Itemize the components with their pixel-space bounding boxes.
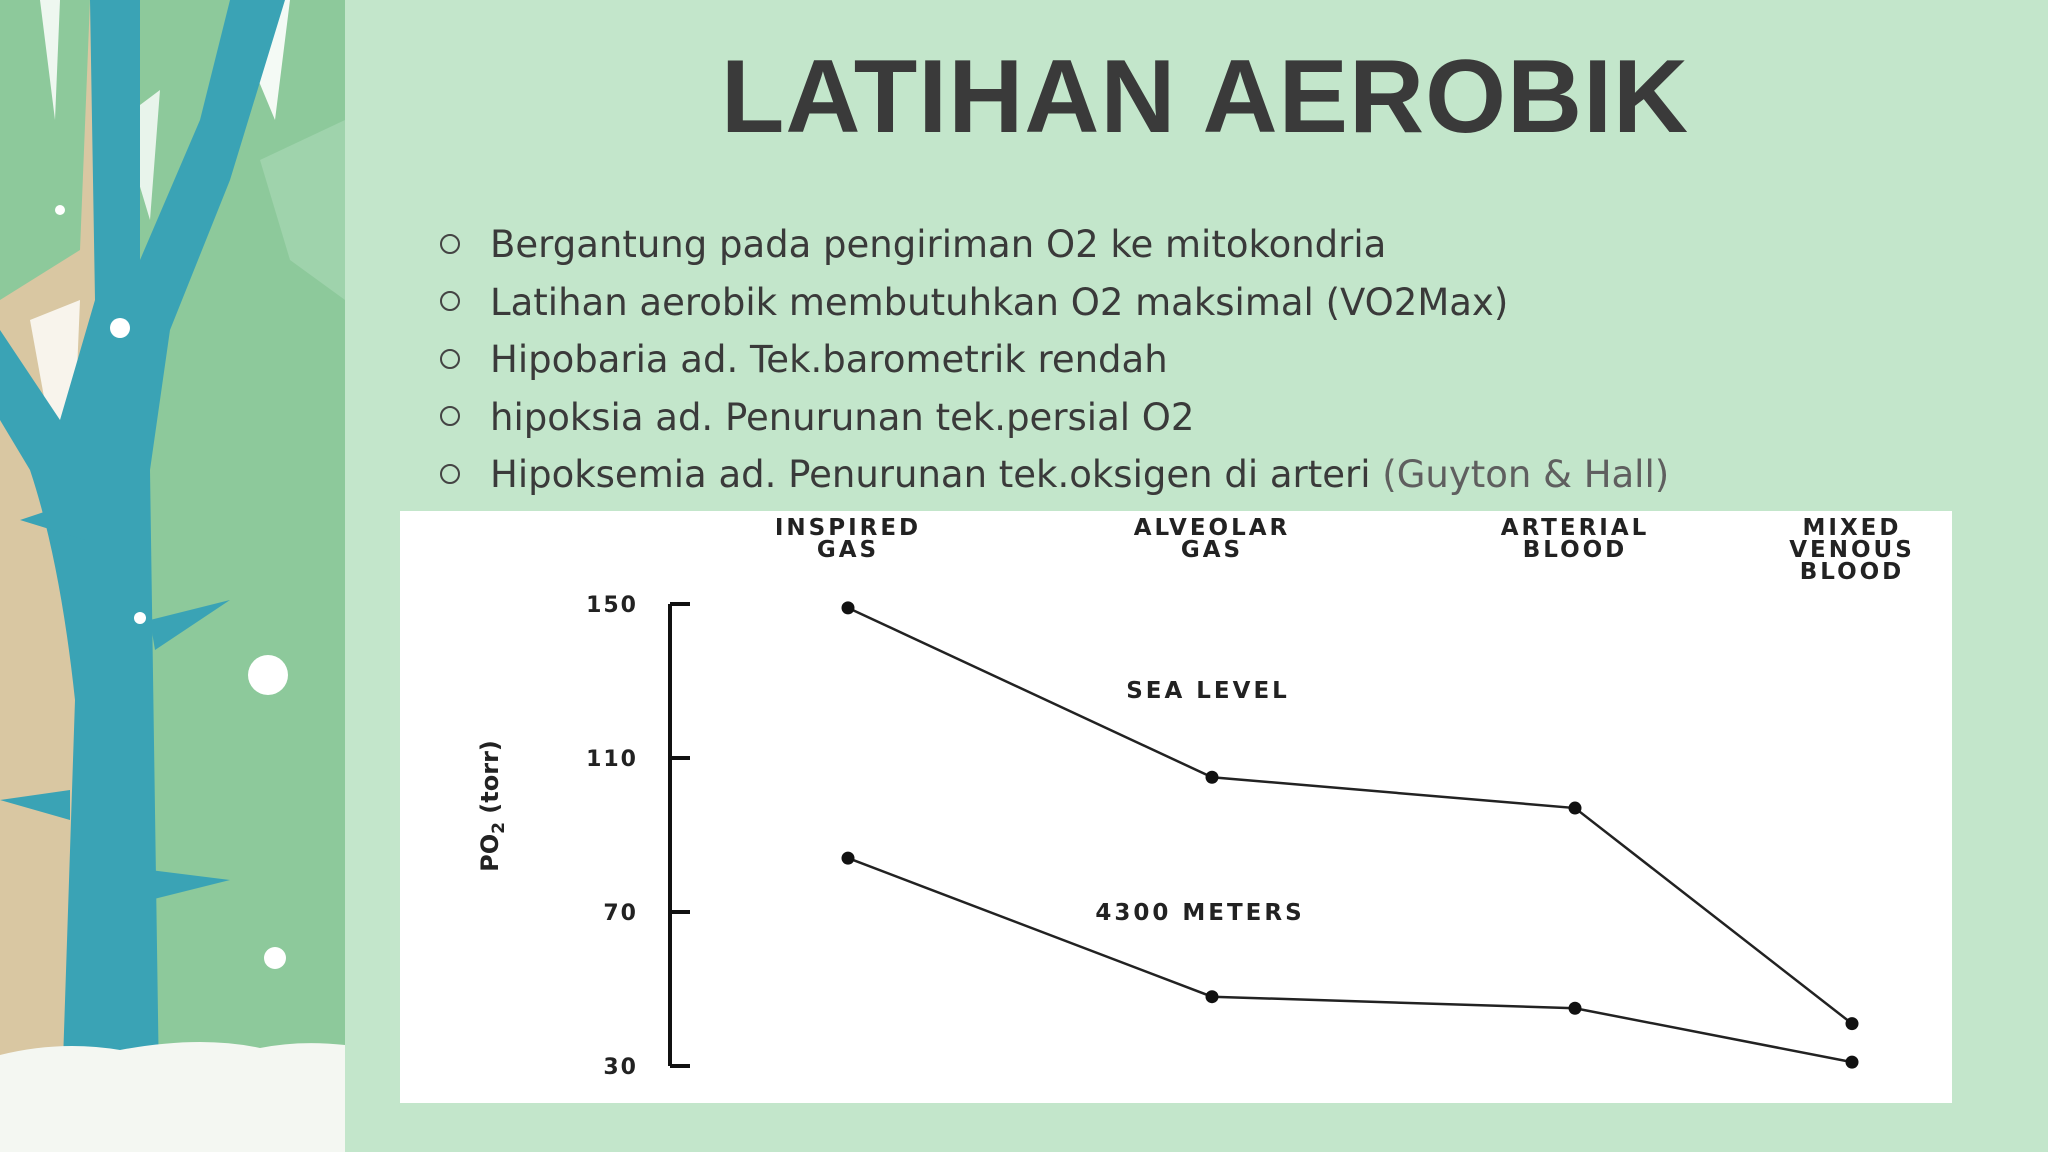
bullet-circle-icon <box>440 234 460 254</box>
forest-illustration <box>0 0 345 1152</box>
bullet-text: Latihan aerobik membutuhkan O2 maksimal (VO2Max) <box>490 280 1509 324</box>
po2-line-chart <box>400 511 1952 1103</box>
bullet-circle-icon <box>440 291 460 311</box>
category-label <box>775 515 921 563</box>
category-label-line: GAS <box>816 537 880 563</box>
y-axis-label: $PO_2$ (torr) <box>476 740 509 872</box>
bullet-circle-icon <box>440 406 460 426</box>
bullet-text: Hipobaria ad. Tek.barometrik rendah <box>490 338 1168 381</box>
series-label: 4300 METERS <box>1095 900 1305 926</box>
y-tick-label: 70 <box>603 901 638 926</box>
y-tick-label: 150 <box>586 593 638 618</box>
y-tick-label: 30 <box>603 1055 638 1080</box>
data-point <box>1206 771 1219 784</box>
slide-title: LATIHAN AEROBIK <box>720 39 1690 155</box>
category-label-line: INSPIRED <box>774 515 922 541</box>
po2-chart-panel <box>400 511 1952 1103</box>
bullet-text: hipoksia ad. Penurunan tek.persial O2 <box>490 395 1195 439</box>
bullet-item <box>440 331 1669 389</box>
bullet-list <box>440 216 1669 504</box>
bullet-text: Bergantung pada pengiriman O2 ke mitokondria <box>490 223 1387 266</box>
series-line <box>848 858 1852 1062</box>
category-label-line: BLOOD <box>1799 559 1905 585</box>
data-point <box>1569 802 1582 815</box>
citation: (Guyton & Hall) <box>1382 453 1670 496</box>
bullet-item <box>440 446 1669 504</box>
category-label-line: BLOOD <box>1522 537 1628 563</box>
category-label-line: ALVEOLAR <box>1133 515 1291 541</box>
data-point <box>842 852 855 865</box>
bullet-circle-icon <box>440 464 460 484</box>
category-label <box>1501 515 1650 563</box>
y-tick-label: 110 <box>586 747 638 772</box>
series-line <box>848 608 1852 1024</box>
bullet-circle-icon <box>440 349 460 369</box>
bullet-item <box>440 216 1669 274</box>
data-point <box>1569 1002 1582 1015</box>
category-label-line: VENOUS <box>1789 537 1915 563</box>
bullet-text: Hipoksemia ad. Penurunan tek.oksigen di arteri <box>490 453 1383 496</box>
series-label: SEA LEVEL <box>1126 678 1290 704</box>
category-label-line: ARTERIAL <box>1500 515 1650 541</box>
data-point <box>842 601 855 614</box>
data-point <box>1206 990 1219 1003</box>
category-label-line: GAS <box>1180 537 1244 563</box>
data-point <box>1846 1017 1859 1030</box>
data-point <box>1846 1056 1859 1069</box>
category-label <box>1134 515 1291 563</box>
category-label-line: MIXED <box>1802 515 1902 541</box>
bullet-item <box>440 274 1669 332</box>
bullet-item <box>440 389 1669 447</box>
category-label <box>1789 515 1915 585</box>
